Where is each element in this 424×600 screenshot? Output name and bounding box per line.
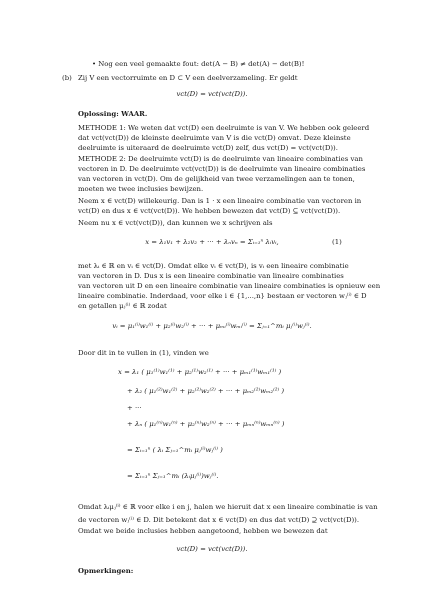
- big-equation-line-1: x = λ₁ ( μ₁⁽¹⁾w₁⁽¹⁾ + μ₂⁽¹⁾w₂⁽¹⁾ + ··· + μₘ₁⁽¹⁾wₘ₁⁽¹⁾ ): [118, 368, 282, 376]
- big-equation-line-5: = Σᵢ₌₁ⁿ ( λᵢ Σⱼ₌₁^mᵢ μⱼ⁽ⁱ⁾wⱼ⁽ⁱ⁾ ): [127, 446, 223, 454]
- paragraph-line-1: met λᵢ ∈ ℝ en vᵢ ∈ vct(D). Omdat elke vᵢ ∈ vct(D), is vᵢ een lineaire combinatie: [78, 262, 349, 270]
- inclusion1-line-1: Neem x ∈ vct(D) willekeurig. Dan is 1 · x een lineaire combinatie van vectoren in: [78, 197, 362, 205]
- method1-line-2: dat vct(vct(D)) de kleinste deelruimte van V is die vct(D) omvat. Deze kleinste: [78, 134, 351, 142]
- method1-line-1: METHODE 1: We weten dat vct(D) een deelruimte is van V. We hebben ook geleerd: [78, 124, 370, 132]
- method2-line-2: vectoren in D. De deelruimte vct(vct(D)) is de deelruimte van lineaire combinaties: [78, 165, 366, 173]
- method2-line-1: METHODE 2: De deelruimte vct(D) is de deelruimte van lineaire combinaties van: [78, 155, 363, 163]
- intro-bullet: • Nog een veel gemaakte fout: det(A − B) ≠ det(A) − det(B)!: [92, 60, 305, 68]
- method1-line-3: deelruimte is uiteraard de deelruimte vct(D) zelf, dus vct(D) = vct(vct(D)).: [78, 144, 338, 152]
- method2-line-3: van vectoren in vct(D). Om de gelijkheid van twee verzamelingen aan te tonen,: [78, 175, 355, 183]
- paragraph-line-4: lineaire combinatie. Inderdaad, voor elke i ∈ {1,...,n} bestaan er vectoren wⱼ⁽ⁱ⁾ ∈ D: [78, 292, 367, 300]
- big-equation-line-6: = Σᵢ₌₁ⁿ Σⱼ₌₁^mᵢ (λᵢμⱼ⁽ⁱ⁾)wⱼ⁽ⁱ⁾.: [127, 472, 219, 480]
- big-equation-line-2: + λ₂ ( μ₁⁽²⁾w₁⁽²⁾ + μ₂⁽²⁾w₂⁽²⁾ + ··· + μₘ₂⁽²⁾wₘ₂⁽²⁾ ): [127, 387, 285, 395]
- part-b-claim: vct(D) = vct(vct(D)).: [176, 90, 248, 98]
- conclusion-line-1: Omdat λᵢμⱼ⁽ⁱ⁾ ∈ ℝ voor elke i en j, halen we hieruit dat x een lineaire combinatie is van: [78, 503, 378, 511]
- paragraph-line-3: van vectoren uit D en een lineaire combinatie van lineaire combinaties is opnieuw een: [78, 282, 381, 290]
- big-equation-line-3: + ···: [127, 404, 142, 412]
- method2-line-4: moeten we twee inclusies bewijzen.: [78, 185, 204, 193]
- equation-1-number: (1): [332, 238, 342, 246]
- inclusion2-intro: Neem nu x ∈ vct(vct(D)), dan kunnen we x schrijven als: [78, 219, 273, 227]
- remarks-label: Opmerkingen:: [78, 567, 134, 575]
- solution-label: Oplossing: WAAR.: [78, 110, 148, 118]
- equation-1: x = λ₁v₁ + λ₂v₂ + ··· + λₙvₙ = Σᵢ₌₁ⁿ λᵢvᵢ,: [145, 238, 279, 246]
- paragraph-line-2: van vectoren in D. Dus x is een lineaire combinatie van lineaire combinaties: [78, 272, 344, 280]
- conclusion-line-3: Omdat we beide inclusies hebben aangetoond, hebben we bewezen dat: [78, 527, 328, 535]
- part-b-statement: Zij V een vectorruimte en D ⊂ V een deelverzameling. Er geldt: [78, 74, 298, 82]
- conclusion-line-2: de vectoren wⱼ⁽ⁱ⁾ ∈ D. Dit betekent dat x ∈ vct(D) en dus dat vct(D) ⊇ vct(vct(D)).: [78, 516, 360, 524]
- big-equation-line-4: + λₙ ( μ₁⁽ⁿ⁾w₁⁽ⁿ⁾ + μ₂⁽ⁿ⁾w₂⁽ⁿ⁾ + ··· + μₘₙ⁽ⁿ⁾wₘₙ⁽ⁿ⁾ ): [127, 420, 285, 428]
- part-b-label: (b): [62, 74, 72, 82]
- substitute-line: Door dit in te vullen in (1), vinden we: [78, 349, 209, 357]
- equation-vi: vᵢ = μ₁⁽ⁱ⁾w₁⁽ⁱ⁾ + μ₂⁽ⁱ⁾w₂⁽ⁱ⁾ + ··· + μₘᵢ⁽ⁱ⁾wₘᵢ⁽ⁱ⁾ = Σⱼ₌₁^mᵢ μⱼ⁽ⁱ⁾wⱼ⁽ⁱ⁾.: [112, 322, 312, 330]
- paragraph-line-5: en getallen μⱼ⁽ⁱ⁾ ∈ ℝ zodat: [78, 302, 167, 310]
- inclusion1-line-2: vct(D) en dus x ∈ vct(vct(D)). We hebben bewezen dat vct(D) ⊆ vct(vct(D)).: [78, 207, 341, 215]
- final-equation: vct(D) = vct(vct(D)).: [176, 545, 248, 553]
